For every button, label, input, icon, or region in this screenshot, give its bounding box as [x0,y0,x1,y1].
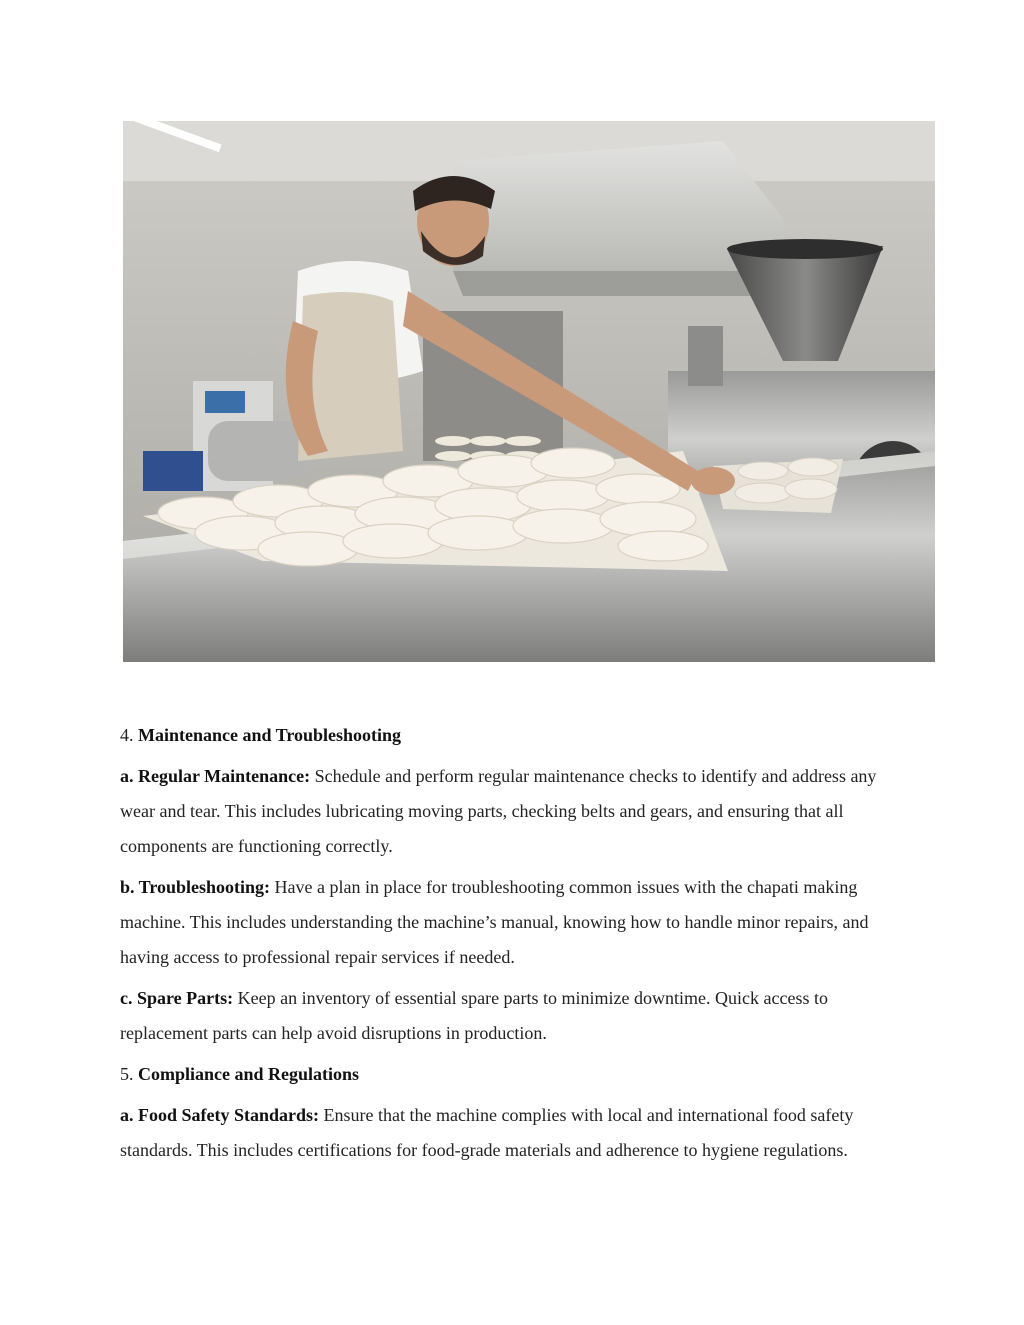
food-safety-text: Ensure that the machine complies with local and international food safety standards. This includes certifications for food-grade materials and adherence to hygiene regulations. [120,1105,854,1160]
regular-maintenance-label: a. Regular Maintenance: [120,766,311,786]
spare-parts-text: Keep an inventory of essential spare parts to minimize downtime. Quick access to replacement parts can help avoid disruptions in production. [120,988,828,1043]
bakery-photo-illustration [123,121,935,662]
troubleshooting-paragraph [120,870,910,975]
food-safety-label: a. Food Safety Standards: [120,1105,320,1125]
document-body [120,718,910,1174]
food-safety-paragraph [120,1098,910,1168]
bakery-photo [123,121,935,662]
section-5-title: Compliance and Regulations [138,1064,360,1084]
section-4-number: 4. [120,725,134,745]
spare-parts-paragraph [120,981,910,1051]
section-4-title: Maintenance and Troubleshooting [138,725,402,745]
regular-maintenance-paragraph [120,759,910,864]
regular-maintenance-text: Schedule and perform regular maintenance checks to identify and address any wear and tear. This includes lubricating moving parts, checking belts and gears, and ensuring that all components are functioning correctly. [120,766,877,856]
section-4-heading [120,718,910,753]
section-5-heading [120,1057,910,1092]
spare-parts-label: c. Spare Parts: [120,988,234,1008]
troubleshooting-text: Have a plan in place for troubleshooting common issues with the chapati making machine. This includes understanding the machine’s manual, knowing how to handle minor repairs, and having access to professional repair services if needed. [120,877,869,967]
section-5-number: 5. [120,1064,134,1084]
troubleshooting-label: b. Troubleshooting: [120,877,271,897]
